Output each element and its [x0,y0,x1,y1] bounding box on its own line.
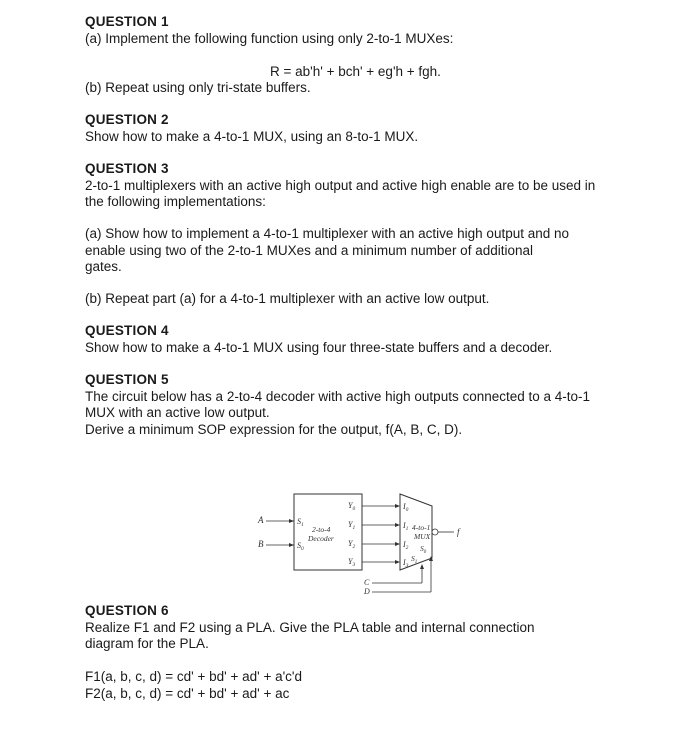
input-b-arrow [289,543,294,547]
question-5 [85,372,645,438]
mux-i1-label: $I_1$ [403,521,409,532]
question-1-part-a: (a) Implement the following function using only 2-to-1 MUXes: [85,30,454,46]
question-1-b-block [85,80,645,97]
input-d-label: D [364,587,370,596]
mux-title-line-1: 4-to-1 [412,523,431,532]
question-3-part-a [85,226,645,276]
decoder-s1-label: $S_1$ [297,517,304,528]
question-6-text-line-2: diagram for the PLA. [85,636,209,651]
question-6-f1: F1(a, b, c, d) = cd' + bd' + ad' + a'c'd [85,669,303,684]
decoder-y0-label: $Y_0$ [348,501,356,512]
mux-i3-label: $I_3$ [403,558,409,569]
question-4 [85,323,645,356]
question-2-heading: QUESTION 2 [85,112,169,127]
arrow-i2 [395,542,400,546]
question-3-a-line-2: enable using two of the 2-to-1 MUXes and a minimum number of additional [85,242,533,258]
question-3 [85,161,645,211]
question-5-text-line-1: The circuit below has a 2-to-4 decoder with active high outputs connected to a 4-to-1 [85,388,591,404]
circuit-diagram [250,488,490,598]
question-6 [85,603,645,653]
input-a-arrow [289,519,294,523]
decoder-title-line-1: 2-to-4 [312,525,331,534]
question-3-intro-line-1: 2-to-1 multiplexers with an active high output and active high enable are to be used in [85,177,596,193]
question-1-equation: R = ab'h' + bch' + eg'h + fgh. [270,64,441,79]
question-2-text: Show how to make a 4-to-1 MUX, using an 8-to-1 MUX. [85,128,419,144]
decoder-title-line-2: Decoder [308,534,334,543]
decoder-y1-label: $Y_1$ [348,520,356,531]
question-3-heading: QUESTION 3 [85,161,169,176]
input-c-arrow [420,564,424,569]
question-1 [85,14,645,47]
mux-output-bubble [432,529,438,535]
decoder-y3-label: $Y_3$ [348,557,356,568]
question-1-heading: QUESTION 1 [85,14,169,29]
question-6-f2: F2(a, b, c, d) = cd' + bd' + ad' + ac [85,685,290,701]
input-c-label: C [364,578,370,587]
mux-i2-label: $I_2$ [403,540,409,551]
question-2 [85,112,645,145]
question-1-part-b: (b) Repeat using only tri-state buffers. [85,80,311,95]
question-6-text-line-1: Realize F1 and F2 using a PLA. Give the PLA table and internal connection [85,619,535,635]
question-6-functions [85,669,645,702]
question-5-heading: QUESTION 5 [85,372,169,387]
mux-title-line-2: MUX [414,532,431,541]
arrow-i0 [395,504,400,508]
question-4-heading: QUESTION 4 [85,323,169,338]
question-3-part-b [85,291,645,308]
input-a-label: A [258,515,264,525]
question-4-text: Show how to make a 4-to-1 MUX using four three-state buffers and a decoder. [85,339,553,355]
output-f-label: f [457,527,460,537]
decoder-y2-label: $Y_2$ [348,539,356,550]
question-6-heading: QUESTION 6 [85,603,169,618]
question-3-a-line-3: gates. [85,259,122,274]
mux-s1-label: $S_1$ [411,554,418,565]
arrow-i1 [395,523,400,527]
mux-s0-label: $S_0$ [420,544,427,555]
input-b-label: B [258,539,264,549]
question-5-text-line-2: MUX with an active low output. [85,405,270,420]
question-3-b-text: (b) Repeat part (a) for a 4-to-1 multiplexer with an active low output. [85,291,490,306]
question-3-a-line-1: (a) Show how to implement a 4-to-1 multiplexer with an active high output and no [85,226,570,241]
arrow-i3 [395,560,400,564]
question-3-intro-line-2: the following implementations: [85,194,266,209]
mux-i0-label: $I_0$ [403,502,409,513]
decoder-s0-label: $S_0$ [297,541,304,552]
question-5-text-line-3: Derive a minimum SOP expression for the output, f(A, B, C, D). [85,421,463,437]
